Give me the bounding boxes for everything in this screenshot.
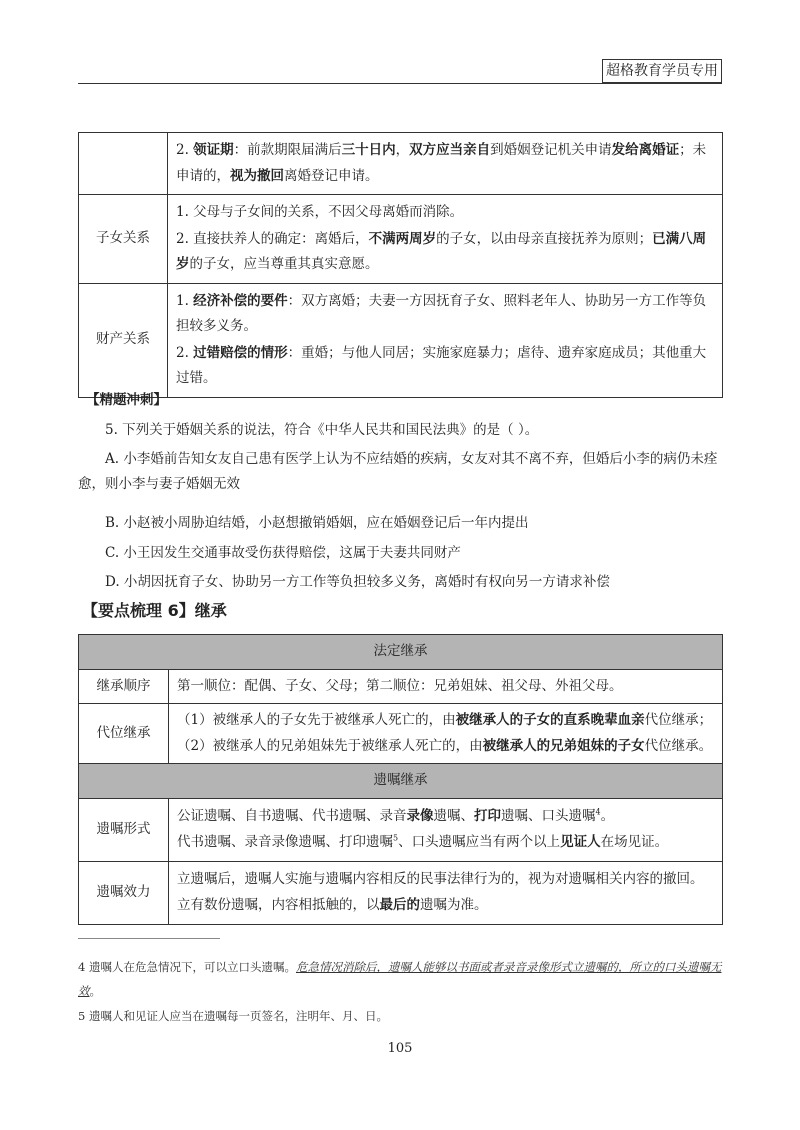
exercise-heading: 【精题冲刺】 xyxy=(86,392,167,408)
option-a: A. 小李婚前告知女友自己患有医学上认为不应结婚的疾病，女友对其不离不弃，但婚后小李的病仍未痊愈，则小李与妻子婚姻无效 xyxy=(78,451,718,492)
table-row xyxy=(79,704,723,764)
cell-will-form: 公证遗嘱、自书遗嘱、代书遗嘱、录音录像遗嘱、打印遗嘱、口头遗嘱$^4$。 代书遗嘱、录音录像遗嘱、打印遗嘱$^5$、口头遗嘱应当有两个以上见证人在场见证。 xyxy=(169,798,723,861)
header-statutory-inheritance: 法定继承 xyxy=(79,635,723,670)
table-row xyxy=(79,635,723,670)
table-row xyxy=(79,861,723,924)
option-b: B. 小赵被小周胁迫结婚，小赵想撤销婚姻，应在婚姻登记后一年内提出 xyxy=(105,515,529,531)
page-number: 105 xyxy=(387,1041,413,1056)
table-row xyxy=(79,283,723,397)
question-text: 5. 下列关于婚姻关系的说法，符合《中华人民共和国民法典》的是（ ）。 xyxy=(105,422,539,438)
row-label-empty xyxy=(79,133,168,195)
cell-subrogation: （1）被继承人的子女先于被继承人死亡的，由被继承人的子女的直系晚辈血亲代位继承；（2）被继承人的兄弟姐妹先于被继承人死亡的，由被继承人的兄弟姐妹的子女代位继承。 xyxy=(169,704,723,764)
inheritance-table xyxy=(78,634,723,925)
header-testamentary-inheritance: 遗嘱继承 xyxy=(79,764,723,799)
row-label-property: 财产关系 xyxy=(79,283,168,397)
footnote-rule xyxy=(78,938,220,939)
section-title: 【要点梳理 6】继承 xyxy=(82,601,227,620)
row-label-children: 子女关系 xyxy=(79,195,168,284)
option-d: D. 小胡因抚育子女、协助另一方工作等负担较多义务，离婚时有权向另一方请求补偿 xyxy=(105,574,610,590)
brand-label: 超格教育学员专用 xyxy=(602,59,722,83)
table-row xyxy=(79,764,723,799)
table-row xyxy=(79,798,723,861)
table-row xyxy=(79,133,723,195)
cell-will-effect: 立遗嘱后，遗嘱人实施与遗嘱内容相反的民事法律行为的，视为对遗嘱相关内容的撤回。 立有数份遗嘱，内容相抵触的，以最后的遗嘱为准。 xyxy=(169,861,723,924)
option-c: C. 小王因发生交通事故受伤获得赔偿，这属于夫妻共同财产 xyxy=(105,545,461,561)
row-label-will-form: 遗嘱形式 xyxy=(79,798,169,861)
cell-children: 1. 父母与子女间的关系，不因父母离婚而消除。 2. 直接扶养人的确定：离婚后，不满两周岁的子女，以由母亲直接抚养为原则；已满八周岁的子女，应当尊重其真实意愿。 xyxy=(168,195,723,284)
row-label-order: 继承顺序 xyxy=(79,669,169,704)
table-row xyxy=(79,195,723,284)
footnote-ref-4: 4 xyxy=(595,807,601,816)
cell-order: 第一顺位：配偶、子女、父母；第二顺位：兄弟姐妹、祖父母、外祖父母。 xyxy=(169,669,723,704)
divorce-table xyxy=(78,132,723,398)
row-label-subrogation: 代位继承 xyxy=(79,704,169,764)
cell-certificate-period: 2. 领证期：前款期限届满后三十日内，双方应当亲自到婚姻登记机关申请发给离婚证；未申请的，视为撤回离婚登记申请。 xyxy=(168,133,723,195)
header-rule xyxy=(78,83,722,84)
cell-property: 1. 经济补偿的要件：双方离婚；夫妻一方因抚育子女、照料老年人、协助另一方工作等负担较多义务。 2. 过错赔偿的情形：重婚；与他人同居；实施家庭暴力；虐待、遗弃家庭成员；其他重大过错。 xyxy=(168,283,723,397)
footnote-4: 4 遗嘱人在危急情况下，可以立口头遗嘱。危急情况消除后，遗嘱人能够以书面或者录音录像形式立遗嘱的，所立的口头遗嘱无效。 xyxy=(78,960,722,998)
table-row xyxy=(79,669,723,704)
footnote-5: 5 遗嘱人和见证人应当在遗嘱每一页签名，注明年、月、日。 xyxy=(78,1009,388,1023)
row-label-will-effect: 遗嘱效力 xyxy=(79,861,169,924)
footnote-ref-5: 5 xyxy=(393,833,399,843)
